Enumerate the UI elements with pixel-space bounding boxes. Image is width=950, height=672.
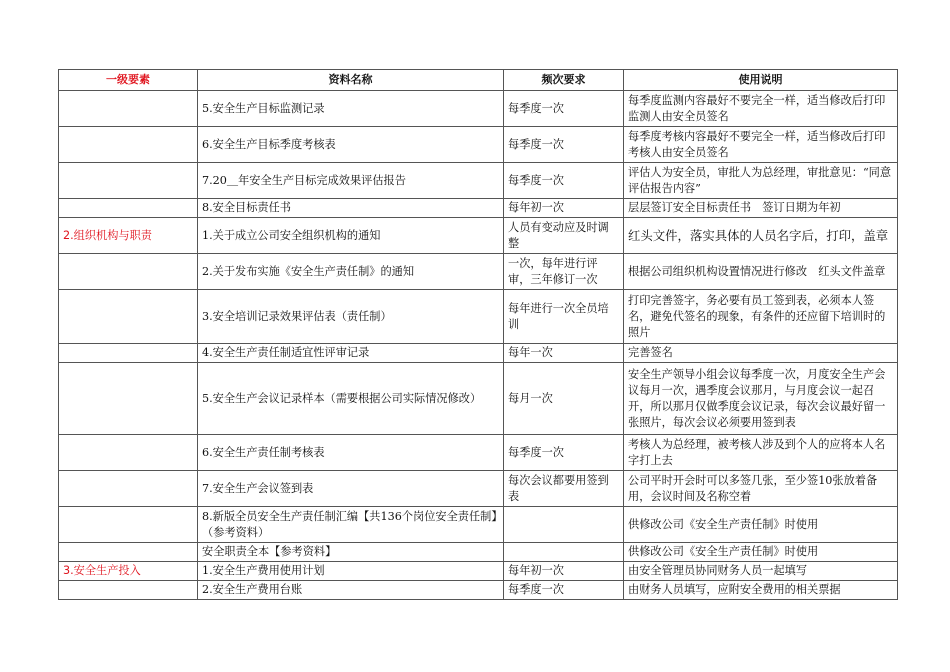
usage-cell: 安全生产领导小组会议每季度一次，月度安全生产会议每月一次，遇季度会议那月，与月度会议一起召开，所以那月仅做季度会议记录，每次会议最好留一张照片，每次会议必须要用签到表 bbox=[624, 363, 898, 435]
table-row bbox=[59, 290, 898, 344]
element-cell bbox=[59, 581, 198, 600]
frequency-cell: 每月一次 bbox=[504, 363, 624, 435]
frequency-cell: 人员有变动应及时调整 bbox=[504, 218, 624, 254]
table-row bbox=[59, 435, 898, 471]
table-row bbox=[59, 163, 898, 199]
name-cell: 1.安全生产费用使用计划 bbox=[198, 562, 504, 581]
table-header-row bbox=[59, 70, 898, 91]
element-cell bbox=[59, 543, 198, 562]
frequency-cell: 每季度一次 bbox=[504, 163, 624, 199]
name-cell: 4.安全生产责任制适宜性评审记录 bbox=[198, 344, 504, 363]
frequency-cell bbox=[504, 507, 624, 543]
table-row bbox=[59, 507, 898, 543]
header-name: 资料名称 bbox=[198, 70, 504, 91]
element-cell bbox=[59, 344, 198, 363]
table-row bbox=[59, 581, 898, 600]
usage-cell: 打印完善签字，务必要有员工签到表，必须本人签名，避免代签名的现象，有条件的还应留下培训时的照片 bbox=[624, 290, 898, 344]
element-cell bbox=[59, 471, 198, 507]
usage-cell: 红头文件，落实具体的人员名字后，打印，盖章 bbox=[624, 218, 898, 254]
name-cell: 7.安全生产会议签到表 bbox=[198, 471, 504, 507]
name-cell: 2.安全生产费用台账 bbox=[198, 581, 504, 600]
header-usage: 使用说明 bbox=[624, 70, 898, 91]
usage-cell: 由财务人员填写，应附安全费用的相关票据 bbox=[624, 581, 898, 600]
frequency-cell: 每次会议都要用签到表 bbox=[504, 471, 624, 507]
table-row bbox=[59, 254, 898, 290]
frequency-cell: 一次，每年进行评审，三年修订一次 bbox=[504, 254, 624, 290]
table-row bbox=[59, 543, 898, 562]
element-cell bbox=[59, 507, 198, 543]
name-cell: 8.安全目标责任书 bbox=[198, 199, 504, 218]
element-cell bbox=[59, 127, 198, 163]
element-cell bbox=[59, 91, 198, 127]
name-cell: 1.关于成立公司安全组织机构的通知 bbox=[198, 218, 504, 254]
usage-cell: 每季度监测内容最好不要完全一样，适当修改后打印 监测人由安全员签名 bbox=[624, 91, 898, 127]
name-cell: 3.安全培训记录效果评估表（责任制） bbox=[198, 290, 504, 344]
usage-cell: 供修改公司《安全生产责任制》时使用 bbox=[624, 543, 898, 562]
usage-cell: 由安全管理员协同财务人员一起填写 bbox=[624, 562, 898, 581]
table-row bbox=[59, 199, 898, 218]
table-row bbox=[59, 91, 898, 127]
name-cell: 6.安全生产责任制考核表 bbox=[198, 435, 504, 471]
name-cell: 安全职责全本【参考资料】 bbox=[198, 543, 504, 562]
header-element: 一级要素 bbox=[59, 70, 198, 91]
name-cell: 2.关于发布实施《安全生产责任制》的通知 bbox=[198, 254, 504, 290]
name-cell: 6.安全生产目标季度考核表 bbox=[198, 127, 504, 163]
element-cell bbox=[59, 163, 198, 199]
table-row bbox=[59, 363, 898, 435]
usage-cell: 考核人为总经理，被考核人涉及到个人的应将本人名字打上去 bbox=[624, 435, 898, 471]
section-label-organization: 2.组织机构与职责 bbox=[59, 218, 198, 254]
table-row bbox=[59, 471, 898, 507]
frequency-cell: 每季度一次 bbox=[504, 581, 624, 600]
element-cell bbox=[59, 199, 198, 218]
name-cell: 8.新版全员安全生产责任制汇编【共136个岗位安全责任制】（参考资料） bbox=[198, 507, 504, 543]
name-cell: 7.20＿年安全生产目标完成效果评估报告 bbox=[198, 163, 504, 199]
frequency-cell: 每年进行一次全员培训 bbox=[504, 290, 624, 344]
table-row bbox=[59, 127, 898, 163]
usage-cell: 供修改公司《安全生产责任制》时使用 bbox=[624, 507, 898, 543]
usage-cell: 评估人为安全员，审批人为总经理，审批意见：“同意评估报告内容” bbox=[624, 163, 898, 199]
usage-cell: 每季度考核内容最好不要完全一样，适当修改后打印 考核人由安全员签名 bbox=[624, 127, 898, 163]
element-cell bbox=[59, 254, 198, 290]
element-cell bbox=[59, 363, 198, 435]
frequency-cell: 每季度一次 bbox=[504, 91, 624, 127]
frequency-cell bbox=[504, 543, 624, 562]
header-frequency: 频次要求 bbox=[504, 70, 624, 91]
frequency-cell: 每年初一次 bbox=[504, 199, 624, 218]
requirements-table bbox=[58, 69, 898, 600]
name-cell: 5.安全生产会议记录样本（需要根据公司实际情况修改） bbox=[198, 363, 504, 435]
usage-cell: 公司平时开会时可以多签几张，至少签10张放着备用，会议时间及名称空着 bbox=[624, 471, 898, 507]
frequency-cell: 每季度一次 bbox=[504, 435, 624, 471]
frequency-cell: 每季度一次 bbox=[504, 127, 624, 163]
name-cell: 5.安全生产目标监测记录 bbox=[198, 91, 504, 127]
table-row bbox=[59, 562, 898, 581]
section-label-investment: 3.安全生产投入 bbox=[59, 562, 198, 581]
usage-cell: 层层签订安全目标责任书 签订日期为年初 bbox=[624, 199, 898, 218]
element-cell bbox=[59, 290, 198, 344]
usage-cell: 完善签名 bbox=[624, 344, 898, 363]
frequency-cell: 每年初一次 bbox=[504, 562, 624, 581]
element-cell bbox=[59, 435, 198, 471]
table-row bbox=[59, 344, 898, 363]
frequency-cell: 每年一次 bbox=[504, 344, 624, 363]
table-row bbox=[59, 218, 898, 254]
usage-cell: 根据公司组织机构设置情况进行修改 红头文件盖章 bbox=[624, 254, 898, 290]
